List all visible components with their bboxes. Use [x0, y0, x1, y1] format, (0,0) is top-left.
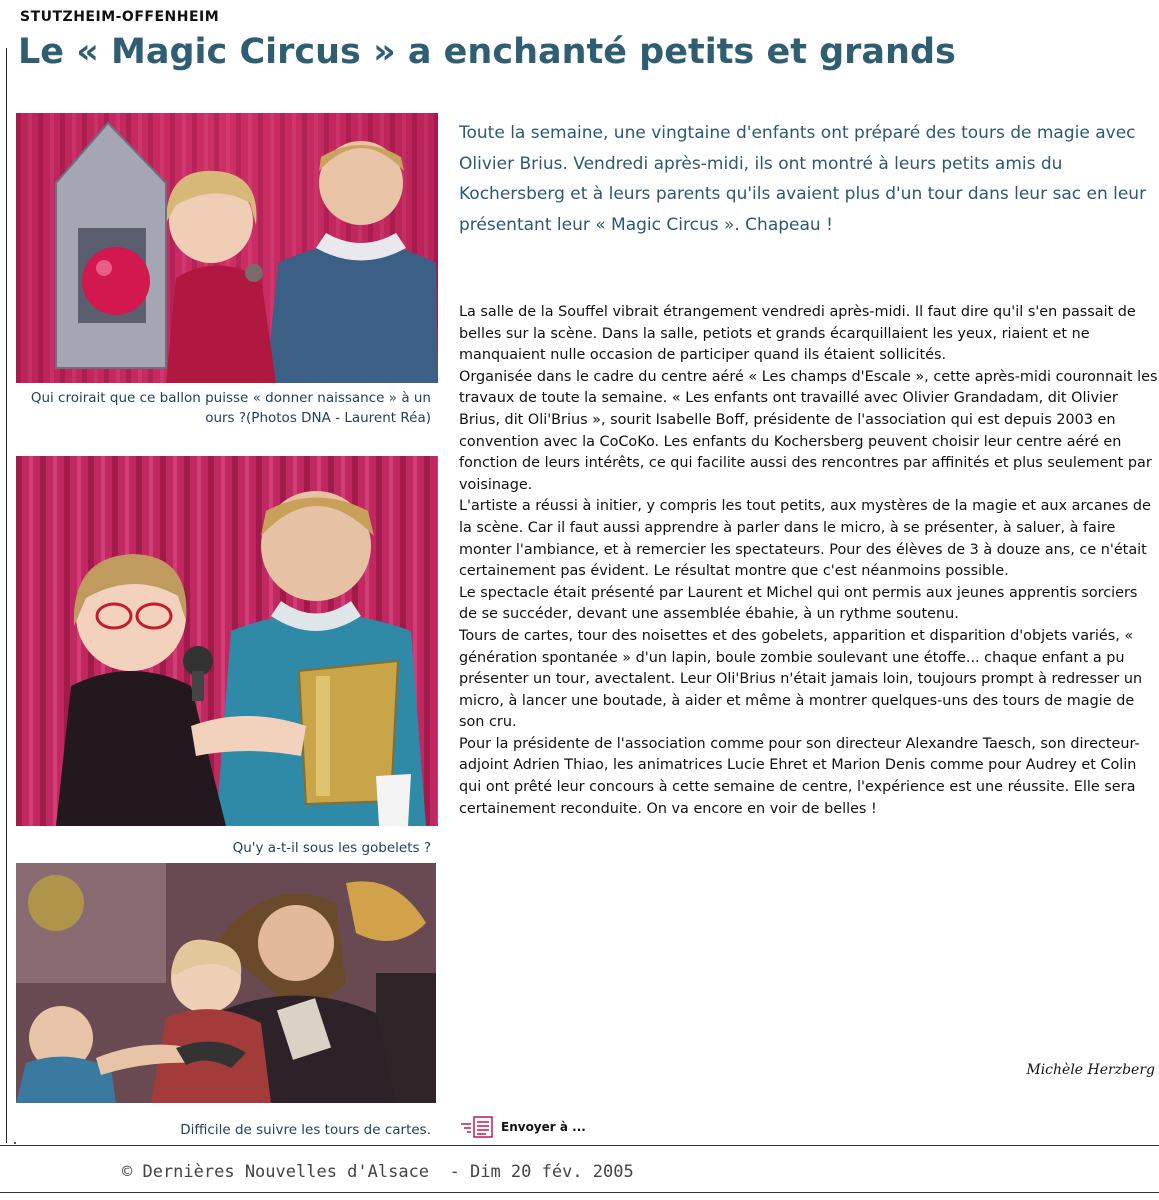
photo-goblet-illustration	[16, 456, 438, 826]
photo-caption-2: Qu'y a-t-il sous les gobelets ?	[232, 840, 431, 856]
article-lead: Toute la semaine, une vingtaine d'enfants ont préparé des tours de magie avec Olivier Brius. Vendredi après-midi, ils ont montré à leurs petits amis du Kochersberg et à leurs parents qu'ils avaient plus d'un tour dans leur sac en leur présentant leur « Magic Circus ». Chapeau !	[459, 123, 1147, 235]
photo-card-trick	[16, 863, 436, 1103]
send-document-icon[interactable]	[459, 1116, 497, 1138]
footer-copyright: © Dernières Nouvelles d'Alsace - Dim 20 fév. 2005	[122, 1162, 634, 1182]
article-paragraph: Tours de cartes, tour des noisettes et des gobelets, apparition et disparition d'objets variés, « génération spontanée » d'un lapin, boule zombie soulevant une étoffe... chaque enfant a pu présenter un tour, avectalent. Leur Oli'Brius n'était jamais loin, toujours prompt à redresser un micro, à lancer une boutade, à aider et même à montrer quelques-uns des tours de magie de son cru.	[459, 627, 1143, 731]
article-paragraph: Le spectacle était présenté par Laurent et Michel qui ont permis aux jeunes apprentis sorciers de se succéder, devant une assemblée ébahie, à un rythme soutenu.	[459, 584, 1138, 623]
send-to-link[interactable]	[459, 1116, 586, 1138]
article-paragraph: L'artiste a réussi à initier, y compris les tout petits, aux mystères de la magie et aux arcanes de la scène. Car il faut aussi apprendre à parler dans le micro, à se présenter, à saluer, à faire monter l'ambiance, et à remercier les spectateurs. Pour des élèves de 3 à douze ans, ce n'était certainement pas évident. Le résultat montre que c'est néanmoins possible.	[459, 498, 1151, 580]
footer-bottom-rule	[0, 1192, 1159, 1193]
photo-caption-1: Qui croirait que ce ballon puisse « donner naissance » à un ours ?(Photos DNA - Laurent Réa)	[30, 390, 431, 426]
article-paragraph: La salle de la Souffel vibrait étrangement vendredi après-midi. Il faut dire qu'il s'en passait de belles sur la scène. Dans la salle, petiots et grands écarquillaient les yeux, riaient et ne manquaient nulle occasion de participer quand ils étaient sollicités.	[459, 304, 1136, 364]
send-to-label[interactable]: Envoyer à ...	[501, 1120, 586, 1134]
left-border-rule	[6, 48, 7, 1143]
article-body	[459, 302, 1159, 820]
photo-balloon-illustration	[16, 113, 438, 383]
stray-dot	[14, 1142, 16, 1144]
article-headline: Le « Magic Circus » a enchanté petits et grands	[18, 32, 956, 72]
photo-balloon-trick	[16, 113, 438, 383]
article-paragraph: Pour la présidente de l'association comme pour son directeur Alexandre Taesch, son directeur-adjoint Adrien Thiao, les animatrices Lucie Ehret et Marion Denis comme pour Audrey et Colin qui ont prêté leur concours à cette semaine de centre, l'expérience est une réussite. Elle sera certainement reconduite. On va encore en voir de belles !	[459, 735, 1140, 817]
article-paragraph: Organisée dans le cadre du centre aéré « Les champs d'Escale », cette après-midi couronnait les travaux de toute la semaine. « Les enfants ont travaillé avec Olivier Grandadam, dit Olivier Brius, dit Oli'Brius », sourit Isabelle Boff, présidente de l'association qui est depuis 2003 en convention avec la CoCoKo. Les enfants du Kochersberg peuvent choisir leur centre aéré en fonction de leurs intérêts, ce qui facilite aussi des rencontres par affinités et plus seulement par voisinage.	[459, 368, 1158, 493]
photo-card-illustration	[16, 863, 436, 1103]
article-rubric: STUTZHEIM-OFFENHEIM	[20, 9, 220, 25]
footer-top-rule	[0, 1145, 1159, 1146]
photo-caption-3: Difficile de suivre les tours de cartes.	[180, 1122, 431, 1138]
article-author: Michèle Herzberg	[1026, 1062, 1155, 1078]
photo-goblet-trick	[16, 456, 438, 826]
